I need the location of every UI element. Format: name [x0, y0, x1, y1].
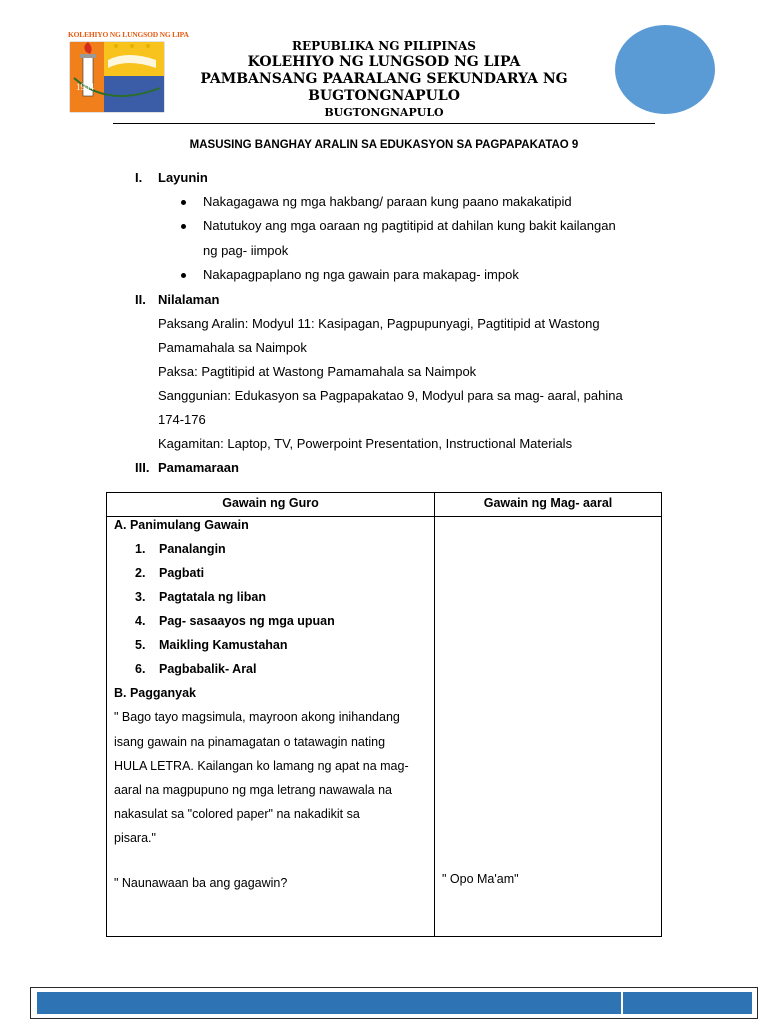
- column-header-mag-aaral: Gawain ng Mag- aaral: [483, 496, 613, 510]
- section-number: I.: [135, 170, 143, 185]
- section-label: Pamamaraan: [158, 460, 239, 475]
- paragraph-line: nakasulat sa "colored paper" na nakadikit sa: [114, 807, 360, 821]
- column-divider: [434, 493, 435, 936]
- objective-1: Nakagagawa ng mga hakbang/ paraan kung paano makakatipid: [203, 194, 572, 209]
- student-answer: " Opo Ma'am": [442, 872, 519, 886]
- list-item-number: 1.: [135, 542, 146, 556]
- school-logo: [68, 30, 189, 113]
- paragraph-line: isang gawain na pinamagatan o tatawagin nating: [114, 735, 386, 749]
- objective-2-line1: Natutukoy ang mga oaraan ng pagtitipid at dahilan kung bakit kailangan: [203, 218, 616, 233]
- teacher-question: " Naunawaan ba ang gagawin?: [114, 876, 288, 890]
- decorative-oval: [615, 25, 715, 114]
- footer-bar: [30, 987, 758, 1019]
- header-college: KOLEHIYO NG LUNGSOD NG LIPA: [247, 54, 521, 70]
- paragraph-line: aaral na magpupuno ng mga letrang nawawala na: [114, 783, 392, 797]
- bullet-icon: [181, 200, 189, 208]
- content-line-1: Paksang Aralin: Modyul 11: Kasipagan, Pagpupunyagi, Pagtitipid at Wastong: [158, 316, 600, 331]
- footer-bar-right: [623, 992, 752, 1014]
- list-item: Pagbati: [159, 566, 205, 580]
- header-place: BUGTONGNAPULO: [308, 88, 460, 104]
- list-item: Panalangin: [159, 542, 226, 556]
- bullet-icon: [181, 273, 189, 281]
- school-seal-icon: [68, 30, 189, 113]
- list-item-number: 4.: [135, 614, 146, 628]
- paragraph-line: " Bago tayo magsimula, mayroon akong inihandang: [114, 710, 400, 724]
- header-republic: REPUBLIKA NG PILIPINAS: [292, 39, 476, 53]
- list-item-number: 3.: [135, 590, 146, 604]
- list-item: Pagbabalik- Aral: [159, 662, 257, 676]
- logo-text: KOLEHIYO NG LUNGSOD NG LIPA: [68, 30, 189, 39]
- list-item: Pag- sasaayos ng mga upuan: [159, 614, 335, 628]
- header-place-small: BUGTONGNAPULO: [324, 106, 444, 119]
- objective-2-line2: ng pag- iimpok: [203, 243, 289, 258]
- content-line-6: Kagamitan: Laptop, TV, Powerpoint Presentation, Instructional Materials: [158, 436, 573, 451]
- bullet-icon: [181, 224, 189, 232]
- header-school: PAMBANSANG PAARALANG SEKUNDARYA NG: [200, 71, 568, 87]
- document-title: MASUSING BANGHAY ARALIN SA EDUKASYON SA PAGPAPAKATAO 9: [189, 139, 579, 151]
- objective-3: Nakapagpaplano ng nga gawain para makapag- impok: [203, 267, 519, 282]
- header-divider: [113, 123, 655, 124]
- list-item-number: 5.: [135, 638, 146, 652]
- section-number: III.: [135, 460, 150, 475]
- paragraph-line: pisara.": [114, 831, 156, 845]
- content-line-3: Paksa: Pagtitipid at Wastong Pamamahala sa Naimpok: [158, 364, 477, 379]
- section-label: Layunin: [158, 170, 208, 185]
- content-line-2: Pamamahala sa Naimpok: [158, 340, 307, 355]
- section-b-heading: B. Pagganyak: [114, 686, 196, 700]
- list-item: Maikling Kamustahan: [159, 638, 288, 652]
- content-line-5: 174-176: [158, 412, 206, 427]
- logo-year: 1994: [76, 82, 94, 92]
- section-pamamaraan: [135, 460, 239, 475]
- header-divider-line: [107, 516, 661, 517]
- section-label: Nilalaman: [158, 292, 220, 307]
- list-item-number: 6.: [135, 662, 146, 676]
- section-number: II.: [135, 292, 146, 307]
- procedure-table: [106, 492, 662, 937]
- paragraph-line: HULA LETRA. Kailangan ko lamang ng apat na mag-: [114, 759, 409, 773]
- section-layunin: [135, 170, 208, 185]
- list-item: Pagtatala ng liban: [159, 590, 266, 604]
- section-nilalaman: [135, 292, 219, 307]
- section-a-heading: A. Panimulang Gawain: [114, 518, 249, 532]
- content-line-4: Sanggunian: Edukasyon sa Pagpapakatao 9, Modyul para sa mag- aaral, pahina: [158, 388, 623, 403]
- footer-bar-left: [37, 992, 621, 1014]
- list-item-number: 2.: [135, 566, 146, 580]
- column-header-guro: Gawain ng Guro: [222, 496, 319, 510]
